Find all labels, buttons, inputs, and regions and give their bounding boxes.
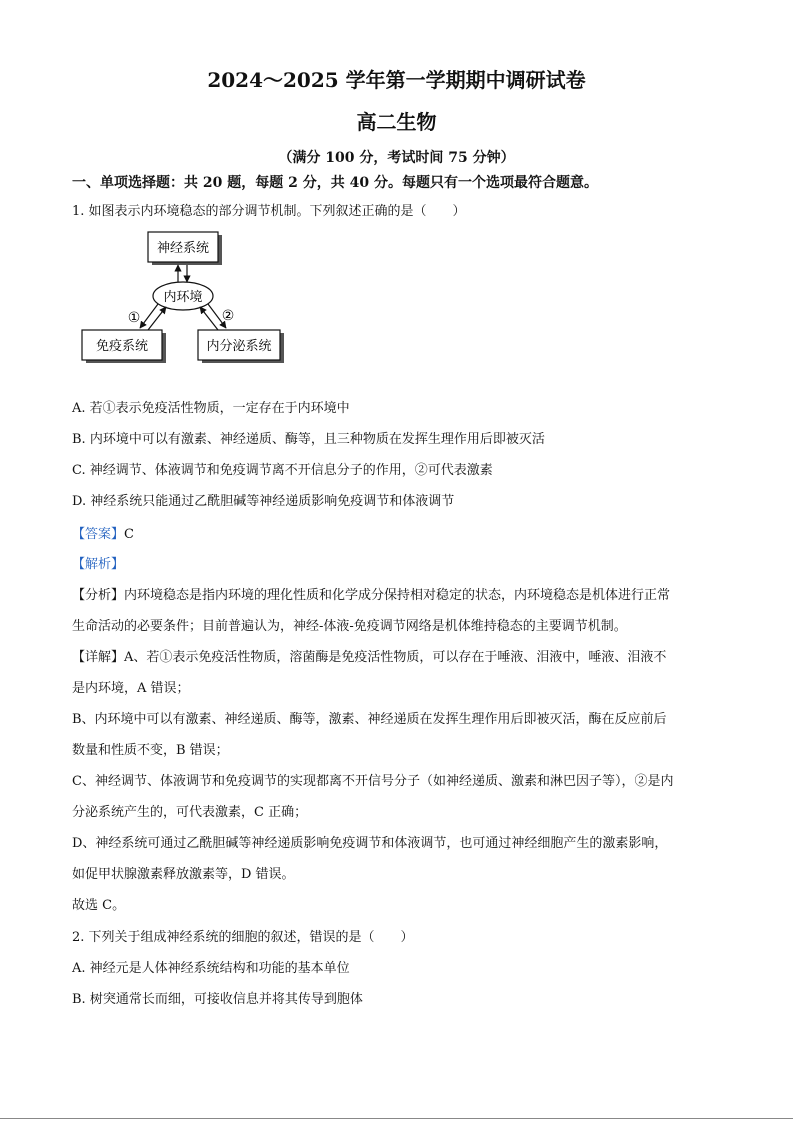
label-one: ① xyxy=(127,310,141,326)
fenxi-text-1: 内环境稳态是指内环境的理化性质和化学成分保持相对稳定的状态，内环境稳态是机体进行正常 xyxy=(124,588,671,603)
section-heading: 一、单项选择题：共 20 题，每题 2 分，共 40 分。每题只有一个选项最符合题意。 xyxy=(72,175,598,191)
q1-option-b: B. 内环境中可以有激素、神经递质、酶等，且三种物质在发挥生理作用后即被灭活 xyxy=(72,432,545,447)
nervous-system-label: 神经系统 xyxy=(156,241,210,256)
q2-option-a: A. 神经元是人体神经系统结构和功能的基本单位 xyxy=(72,961,350,976)
q1-conclusion: 故选 C。 xyxy=(72,898,126,913)
xiangjie-line-2: 是内环境，A 错误； xyxy=(72,681,190,696)
answer-value: C xyxy=(124,527,134,542)
fenxi-line-1 xyxy=(72,584,670,603)
xiangjie-line-6: 分泌系统产生的，可代表激素，C 正确； xyxy=(72,805,308,820)
xiangjie-text-1: A、若①表示免疫活性物质，溶菌酶是免疫活性物质，可以存在于唾液、泪液中，唾液、泪液不 xyxy=(124,650,667,665)
immune-system-label: 免疫系统 xyxy=(95,339,149,354)
internal-environment-label: 内环境 xyxy=(163,290,203,305)
exam-info: （满分 100 分，考试时间 75 分钟） xyxy=(278,150,515,166)
page-bottom-rule xyxy=(0,1118,793,1119)
xiangjie-line-8: 如促甲状腺激素释放激素等，D 错误。 xyxy=(72,867,295,882)
xiangjie-line-7: D、神经系统可通过乙酰胆碱等神经递质影响免疫调节和体液调节，也可通过神经细胞产生的激素影响， xyxy=(72,836,668,851)
q1-option-d: D. 神经系统只能通过乙酰胆碱等神经递质影响免疫调节和体液调节 xyxy=(72,494,455,509)
arrow-left-out xyxy=(140,304,158,328)
endocrine-system-label: 内分泌系统 xyxy=(206,339,272,354)
q1-stem: 1. 如图表示内环境稳态的部分调节机制。下列叙述正确的是（ ） xyxy=(72,204,466,219)
xiangjie-tag: 【详解】 xyxy=(72,650,125,665)
regulation-diagram xyxy=(78,226,290,366)
xiangjie-line-3: B、内环境中可以有激素、神经递质、酶等，激素、神经递质在发挥生理作用后即被灭活，酶在反应前后 xyxy=(72,712,667,727)
arrow-right-in xyxy=(200,307,218,330)
xiangjie-line-5: C、神经调节、体液调节和免疫调节的实现都离不开信号分子（如神经递质、激素和淋巴因子等），②是内 xyxy=(72,774,674,789)
fenxi-tag: 【分析】 xyxy=(72,588,125,603)
q2-stem: 2. 下列关于组成神经系统的细胞的叙述，错误的是（ ） xyxy=(72,930,414,945)
arrow-left-in xyxy=(148,307,166,330)
exam-title: 2024～2025 学年第一学期期中调研试卷 xyxy=(207,68,586,92)
analysis-tag: 【解析】 xyxy=(72,557,125,572)
subject-title: 高二生物 xyxy=(356,110,437,134)
xiangjie-line-4: 数量和性质不变，B 错误； xyxy=(72,743,229,758)
q2-option-b: B. 树突通常长而细，可接收信息并将其传导到胞体 xyxy=(72,992,363,1007)
fenxi-line-2: 生命活动的必要条件；目前普遍认为，神经-体液-免疫调节网络是机体维持稳态的主要调节机制。 xyxy=(72,619,627,634)
q1-option-c: C. 神经调节、体液调节和免疫调节离不开信息分子的作用，②可代表激素 xyxy=(72,463,493,478)
q1-answer xyxy=(72,523,134,542)
label-two: ② xyxy=(221,308,235,324)
q1-option-a: A. 若①表示免疫活性物质，一定存在于内环境中 xyxy=(72,401,350,416)
answer-tag: 【答案】 xyxy=(72,527,125,542)
xiangjie-line-1 xyxy=(72,646,666,665)
